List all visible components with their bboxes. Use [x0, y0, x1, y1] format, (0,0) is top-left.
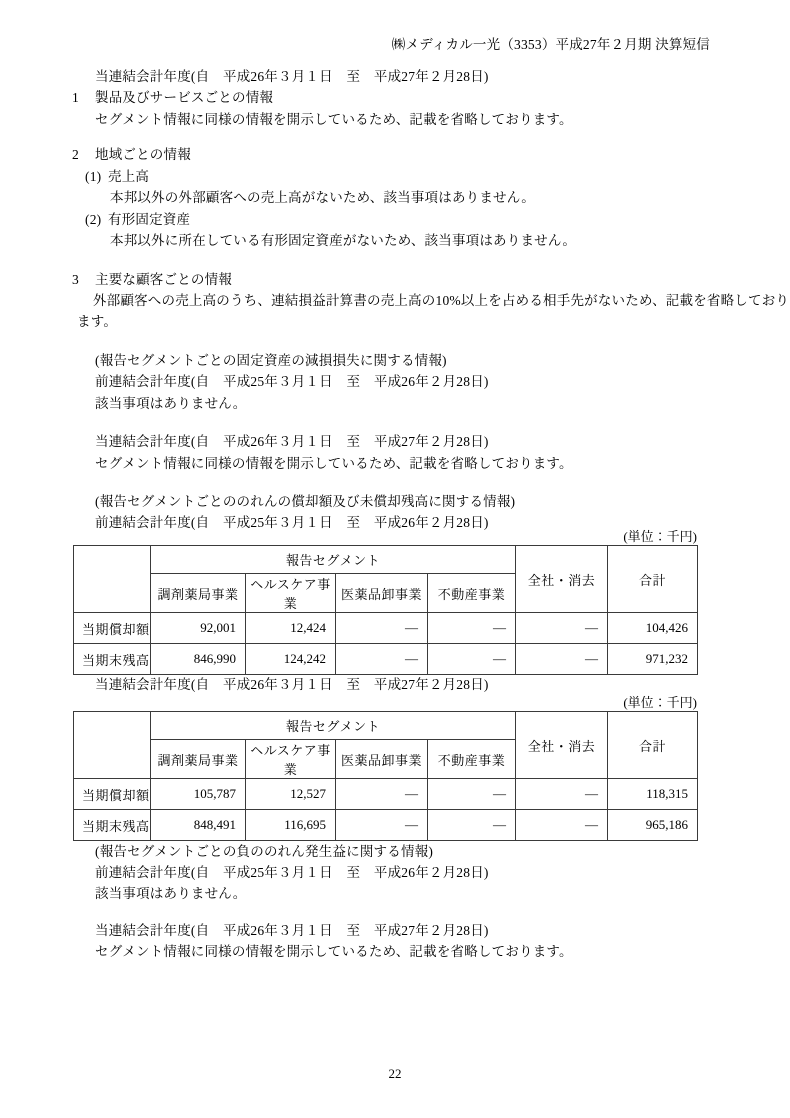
negative-goodwill-note-heading: (報告セグメントごとの負ののれん発生益に関する情報)	[95, 844, 434, 859]
table-row	[74, 644, 698, 675]
corporate-elimination-header: 全社・消去	[516, 546, 608, 613]
value-cell: 118,315	[608, 779, 698, 810]
table-row	[74, 613, 698, 644]
impairment-note-heading: (報告セグメントごとの固定資産の減損損失に関する情報)	[95, 353, 447, 368]
section-1-body: セグメント情報に同様の情報を開示しているため、記載を省略しております。	[95, 112, 573, 127]
value-cell: ―	[428, 644, 516, 675]
value-cell: 12,424	[246, 613, 336, 644]
value-cell: ―	[428, 613, 516, 644]
value-cell: ―	[516, 779, 608, 810]
total-header: 合計	[608, 546, 698, 613]
value-cell: ―	[516, 613, 608, 644]
table-corner-cell	[74, 546, 151, 613]
impairment-current-period-line: 当連結会計年度(自 平成26年３月１日 至 平成27年２月28日)	[95, 434, 489, 449]
value-cell: ―	[516, 810, 608, 841]
section-2-title: 地域ごとの情報	[95, 147, 191, 162]
page-number: 22	[388, 1066, 402, 1081]
section-3-heading	[72, 271, 232, 288]
negative-goodwill-previous-body: 該当事項はありません。	[95, 886, 247, 901]
segment-header-realestate: 不動産事業	[428, 740, 516, 779]
value-cell: 105,787	[151, 779, 246, 810]
value-cell: ―	[336, 644, 428, 675]
segment-header-pharmacy: 調剤薬局事業	[151, 574, 246, 613]
section-2-sub1-body: 本邦以外の外部顧客への売上高がないため、該当事項はありません。	[110, 190, 535, 205]
section-2-number: 2	[72, 147, 79, 162]
value-cell: 965,186	[608, 810, 698, 841]
table-corner-cell	[74, 712, 151, 779]
goodwill-table-previous-year	[73, 545, 698, 675]
impairment-previous-period-line: 前連結会計年度(自 平成25年３月１日 至 平成26年２月28日)	[95, 374, 489, 389]
segment-header-healthcare: ヘルスケア事業	[246, 740, 336, 779]
reporting-segment-group-header: 報告セグメント	[151, 712, 516, 740]
document-header-title: ㈱メディカル一光（3353）平成27年２月期 決算短信	[391, 37, 710, 52]
negative-goodwill-current-period-line: 当連結会計年度(自 平成26年３月１日 至 平成27年２月28日)	[95, 923, 489, 938]
section-2-heading	[72, 146, 191, 163]
value-cell: ―	[428, 779, 516, 810]
row-label-amortization: 当期償却額	[74, 779, 151, 810]
table-row	[74, 810, 698, 841]
value-cell: ―	[336, 613, 428, 644]
current-period-line: 当連結会計年度(自 平成26年３月１日 至 平成27年２月28日)	[95, 69, 489, 84]
section-1-heading	[72, 89, 273, 106]
negative-goodwill-previous-period-line: 前連結会計年度(自 平成25年３月１日 至 平成26年２月28日)	[95, 865, 489, 880]
segment-header-realestate: 不動産事業	[428, 574, 516, 613]
value-cell: 12,527	[246, 779, 336, 810]
section-3-number: 3	[72, 272, 79, 287]
unit-label-current-table: (単位：千円)	[623, 695, 697, 710]
section-3-title: 主要な顧客ごとの情報	[95, 272, 232, 287]
section-2-sub2-title: 有形固定資産	[108, 212, 191, 227]
segment-header-pharmacy: 調剤薬局事業	[151, 740, 246, 779]
value-cell: ―	[428, 810, 516, 841]
negative-goodwill-current-body: セグメント情報に同様の情報を開示しているため、記載を省略しております。	[95, 944, 573, 959]
value-cell: 104,426	[608, 613, 698, 644]
section-2-sub2-heading	[85, 211, 190, 228]
goodwill-current-period-line: 当連結会計年度(自 平成26年３月１日 至 平成27年２月28日)	[95, 677, 489, 692]
section-1-number: 1	[72, 90, 79, 105]
goodwill-note-heading: (報告セグメントごとののれんの償却額及び未償却残高に関する情報)	[95, 494, 516, 509]
goodwill-table-current-year	[73, 711, 698, 841]
value-cell: ―	[336, 810, 428, 841]
goodwill-previous-period-line: 前連結会計年度(自 平成25年３月１日 至 平成26年２月28日)	[95, 515, 489, 530]
value-cell: 92,001	[151, 613, 246, 644]
section-2-sub2-body: 本邦以外に所在している有形固定資産がないため、該当事項はありません。	[110, 233, 577, 248]
row-label-amortization: 当期償却額	[74, 613, 151, 644]
value-cell: 846,990	[151, 644, 246, 675]
table-row	[74, 779, 698, 810]
section-2-sub1-title: 売上高	[108, 169, 150, 184]
section-3-body-line1: 外部顧客への売上高のうち、連結損益計算書の売上高の10%以上を占める相手先がないため、記載を省略しており	[93, 293, 790, 308]
segment-header-wholesale: 医薬品卸事業	[336, 740, 428, 779]
row-label-balance: 当期末残高	[74, 810, 151, 841]
section-3-body-line2: ます。	[77, 314, 118, 329]
value-cell: 971,232	[608, 644, 698, 675]
section-2-sub2-number: (2)	[85, 212, 102, 227]
corporate-elimination-header: 全社・消去	[516, 712, 608, 779]
value-cell: ―	[336, 779, 428, 810]
row-label-balance: 当期末残高	[74, 644, 151, 675]
section-1-title: 製品及びサービスごとの情報	[95, 90, 274, 105]
segment-header-healthcare: ヘルスケア事業	[246, 574, 336, 613]
value-cell: 124,242	[246, 644, 336, 675]
value-cell: 848,491	[151, 810, 246, 841]
impairment-current-body: セグメント情報に同様の情報を開示しているため、記載を省略しております。	[95, 456, 573, 471]
impairment-previous-body: 該当事項はありません。	[95, 396, 247, 411]
value-cell: 116,695	[246, 810, 336, 841]
reporting-segment-group-header: 報告セグメント	[151, 546, 516, 574]
section-2-sub1-number: (1)	[85, 169, 102, 184]
section-2-sub1-heading	[85, 168, 149, 185]
unit-label-previous-table: (単位：千円)	[623, 529, 697, 544]
segment-header-wholesale: 医薬品卸事業	[336, 574, 428, 613]
total-header: 合計	[608, 712, 698, 779]
value-cell: ―	[516, 644, 608, 675]
